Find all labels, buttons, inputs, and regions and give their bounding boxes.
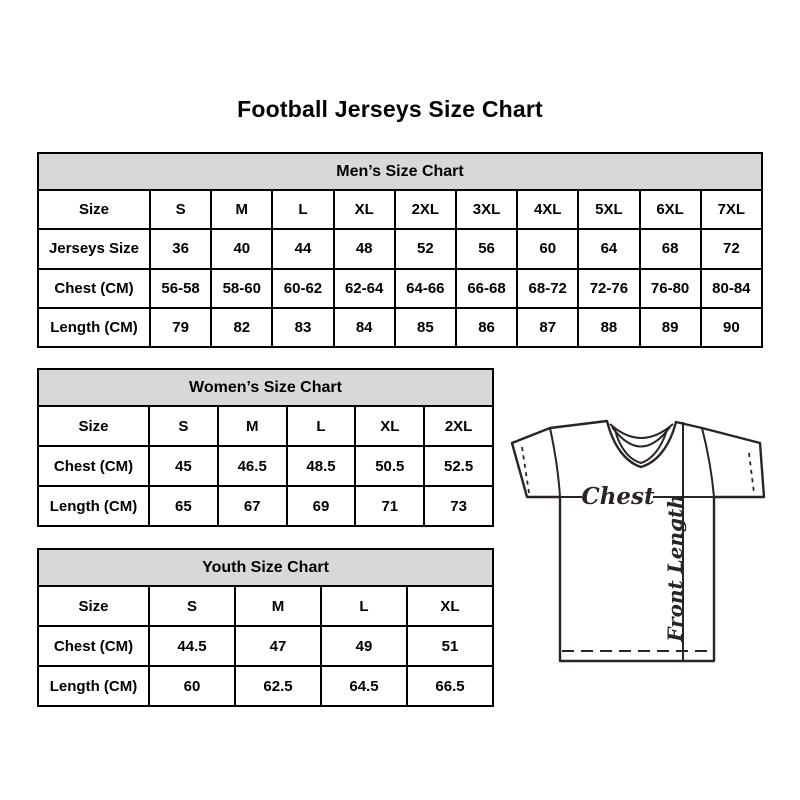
table-row [38,666,493,706]
row-label: Length (CM) [38,308,150,347]
row-label: Length (CM) [38,486,149,526]
size-cell: 82 [211,308,272,347]
size-cell: 88 [578,308,639,347]
size-cell: 71 [355,486,424,526]
size-cell: 5XL [578,190,639,229]
row-label: Length (CM) [38,666,149,706]
size-cell: 66.5 [407,666,493,706]
size-cell: 2XL [395,190,456,229]
table-title: Youth Size Chart [38,549,493,586]
women-size-table [37,368,494,527]
size-cell: 58-60 [211,269,272,308]
table-header-row [38,369,493,406]
table-row [38,626,493,666]
size-cell: 89 [640,308,701,347]
size-cell: 60 [517,229,578,268]
youth-size-table [37,548,494,707]
men-size-table [37,152,763,348]
table-row [38,486,493,526]
size-cell: 36 [150,229,211,268]
size-cell: L [321,586,407,626]
size-cell: 60-62 [272,269,333,308]
size-cell: M [235,586,321,626]
size-cell: 44.5 [149,626,235,666]
size-cell: 60 [149,666,235,706]
jersey-outline [512,421,764,661]
table-row [38,586,493,626]
size-cell: 69 [287,486,356,526]
row-label: Chest (CM) [38,269,150,308]
size-cell: 47 [235,626,321,666]
table-row [38,269,762,308]
mens-size-chart-table [37,152,763,348]
row-label: Chest (CM) [38,446,149,486]
row-label: Jerseys Size [38,229,150,268]
table-header-row [38,549,493,586]
size-cell: 83 [272,308,333,347]
table-row [38,190,762,229]
size-cell: 56 [456,229,517,268]
row-label: Size [38,190,150,229]
size-cell: 90 [701,308,762,347]
size-cell: M [211,190,272,229]
row-label: Size [38,406,149,446]
size-cell: S [149,406,218,446]
size-cell: S [150,190,211,229]
jersey-measurement-diagram [498,405,770,670]
size-cell: 65 [149,486,218,526]
size-cell: 51 [407,626,493,666]
size-cell: 62-64 [334,269,395,308]
size-cell: 72-76 [578,269,639,308]
table-title: Women’s Size Chart [38,369,493,406]
size-cell: 67 [218,486,287,526]
size-cell: 84 [334,308,395,347]
size-cell: 73 [424,486,493,526]
size-cell: 49 [321,626,407,666]
size-cell: M [218,406,287,446]
size-cell: 44 [272,229,333,268]
size-cell: 48 [334,229,395,268]
chest-label: Chest [581,483,655,510]
size-cell: 2XL [424,406,493,446]
size-cell: 86 [456,308,517,347]
size-cell: 56-58 [150,269,211,308]
size-cell: XL [355,406,424,446]
size-cell: 64 [578,229,639,268]
size-cell: 4XL [517,190,578,229]
size-cell: XL [407,586,493,626]
table-row [38,308,762,347]
row-label: Chest (CM) [38,626,149,666]
size-cell: 68 [640,229,701,268]
size-cell: 85 [395,308,456,347]
womens-size-chart-table [37,368,494,527]
table-row [38,406,493,446]
size-cell: 45 [149,446,218,486]
size-cell: XL [334,190,395,229]
size-cell: 6XL [640,190,701,229]
size-cell: 52 [395,229,456,268]
size-cell: 80-84 [701,269,762,308]
size-cell: 3XL [456,190,517,229]
size-cell: 79 [150,308,211,347]
size-cell: L [272,190,333,229]
table-title: Men’s Size Chart [38,153,762,190]
size-cell: 62.5 [235,666,321,706]
size-cell: 68-72 [517,269,578,308]
size-cell: S [149,586,235,626]
size-cell: 64-66 [395,269,456,308]
size-cell: 7XL [701,190,762,229]
size-cell: 52.5 [424,446,493,486]
front-length-label: Front Length [663,494,687,642]
table-row [38,446,493,486]
size-cell: 46.5 [218,446,287,486]
size-cell: 64.5 [321,666,407,706]
table-header-row [38,153,762,190]
page-title: Football Jerseys Size Chart [237,96,543,122]
size-cell: 72 [701,229,762,268]
size-cell: 87 [517,308,578,347]
size-cell: 48.5 [287,446,356,486]
size-cell: L [287,406,356,446]
youth-size-chart-table [37,548,494,707]
size-cell: 76-80 [640,269,701,308]
size-cell: 66-68 [456,269,517,308]
table-row [38,229,762,268]
size-cell: 40 [211,229,272,268]
row-label: Size [38,586,149,626]
size-cell: 50.5 [355,446,424,486]
